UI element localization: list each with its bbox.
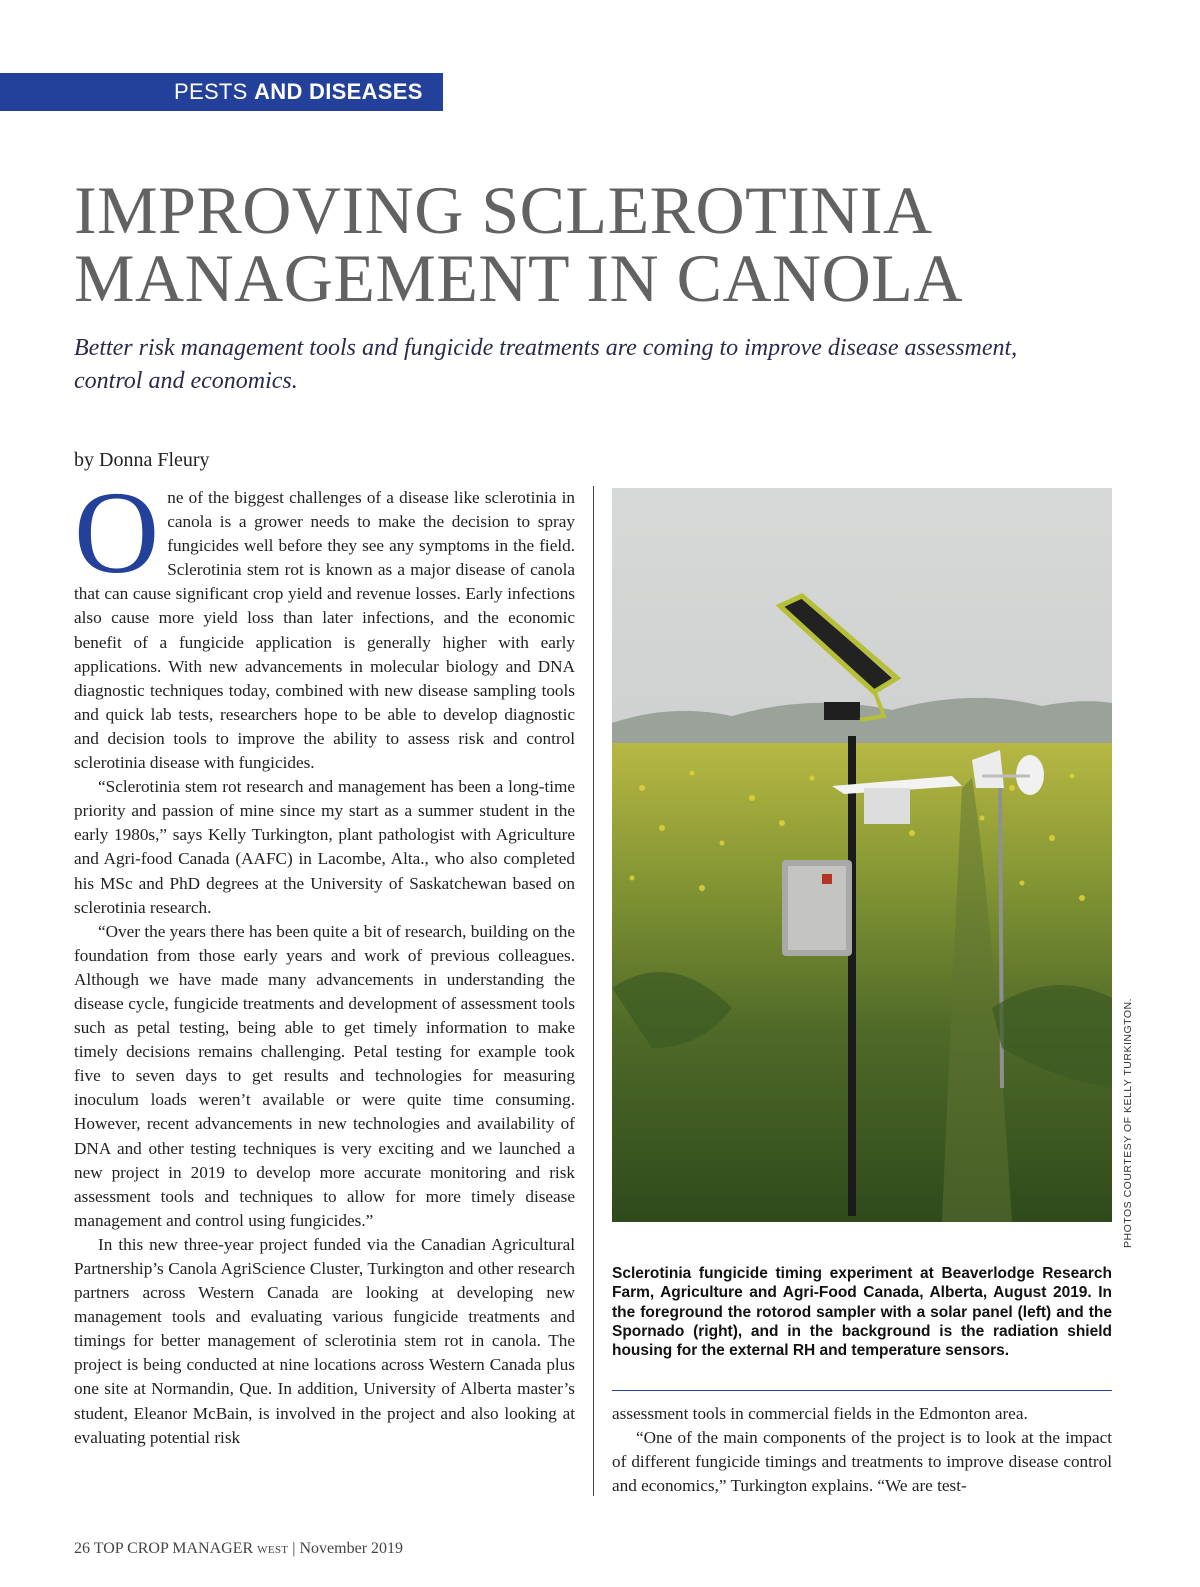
column-divider bbox=[593, 486, 594, 1496]
paragraph: “One of the main components of the project is to look at the impact of different fungicide timings and treatments to improve disease control and economics,” Turkington explains. “We are test- bbox=[612, 1428, 1112, 1496]
paragraph: In this new three-year project funded via the Canadian Agricultural Partnership’s Canola AgriScience Cluster, Turkington and other research partners across Western Canada are looking at developing new management tools and evaluating various fungicide treatments and timings for better management of sclerotinia stem rot in canola. The project is being conducted at nine locations across Western Canada plus one site at Normandin, Que. In addition, University of Alberta master’s student, Eleanor McBain, is involved in the project and also looking at evaluating potential risk bbox=[74, 1234, 575, 1447]
magazine-name: TOP CROP MANAGER bbox=[93, 1540, 254, 1557]
issue-date: November 2019 bbox=[299, 1540, 404, 1557]
paragraph: “Over the years there has been quite a bit of research, building on the foundation from those early years and work of previous colleagues. Although we have made many advancements in understanding the disease cycle, fungicide treatments and development of assessment tools such as petal testing, being able to get timely information to make timely decisions remains challenging. Petal testing for example took five to seven days to get results and technologies for measuring inoculum loads weren’t available or were quite time consuming. However, recent advancements in new technologies and availability of DNA and other testing techniques is very exciting and we launched a new project in 2019 to develop more accurate monitoring and risk assessment tools and techniques to allow for more timely disease management and control using fungicides.” bbox=[74, 921, 575, 1230]
article-deck: Better risk management tools and fungicide treatments are coming to improve disease assessment, control and economics. bbox=[74, 335, 1018, 394]
paragraph: assessment tools in commercial fields in the Edmonton area. bbox=[612, 1404, 1028, 1423]
field-equipment-photo bbox=[612, 488, 1112, 1222]
magazine-edition: WEST bbox=[257, 1544, 289, 1556]
article-photo bbox=[612, 488, 1112, 1222]
footer-separator: | bbox=[292, 1540, 296, 1557]
caption-rule bbox=[612, 1390, 1112, 1391]
paragraph bbox=[74, 467, 575, 775]
left-column bbox=[74, 467, 575, 1450]
page-footer bbox=[74, 1540, 403, 1558]
paragraph: “Sclerotinia stem rot research and management has been a long-time priority and passion of mine since my start as a summer student in the early 1980s,” says Kelly Turkington, plant pathologist with Agriculture and Agri-food Canada (AAFC) in Lacombe, Alta., who also completed his MSc and PhD degrees at the University of Saskatchewan based on sclerotinia research. bbox=[74, 777, 575, 917]
right-column bbox=[612, 1402, 1112, 1498]
section-label-light: PESTS bbox=[174, 79, 248, 104]
drop-cap: O bbox=[74, 467, 160, 598]
article-title bbox=[74, 172, 1134, 316]
section-label-bold: AND DISEASES bbox=[254, 79, 423, 104]
section-banner bbox=[0, 73, 443, 111]
photo-credit: PHOTOS COURTESY OF KELLY TURKINGTON. bbox=[1122, 997, 1134, 1248]
title-line-2: MANAGEMENT IN CANOLA bbox=[74, 240, 963, 316]
title-line-1: IMPROVING SCLEROTINIA bbox=[74, 172, 933, 248]
page-number: 26 bbox=[74, 1540, 90, 1557]
paragraph-text: ne of the biggest challenges of a disease like sclerotinia in canola is a grower needs to make the decision to spray fungicides well before they see any symptoms in the field. Sclerotinia stem rot is known as a major disease of canola that can cause significant crop yield and revenue losses. Early infections also cause more yield loss than later infections, and the economic benefit of a fungicide application is generally higher with early applications. With new advancements in molecular biology and DNA diagnostic techniques today, combined with new disease sampling tools and quick lab tests, researchers hope to be able to develop diagnostic and decision tools to improve the ability to assess risk and control sclerotinia disease with fungicides. bbox=[74, 488, 575, 773]
byline: by Donna Fleury bbox=[74, 449, 210, 471]
photo-caption: Sclerotinia fungicide timing experiment at Beaverlodge Research Farm, Agriculture and Agri-Food Canada, Alberta, August 2019. In the foreground the rotorod sampler with a solar panel (left) and the Spornado (right), and in the background is the radiation shield housing for the external RH and temperature sensors. bbox=[612, 1265, 1112, 1360]
